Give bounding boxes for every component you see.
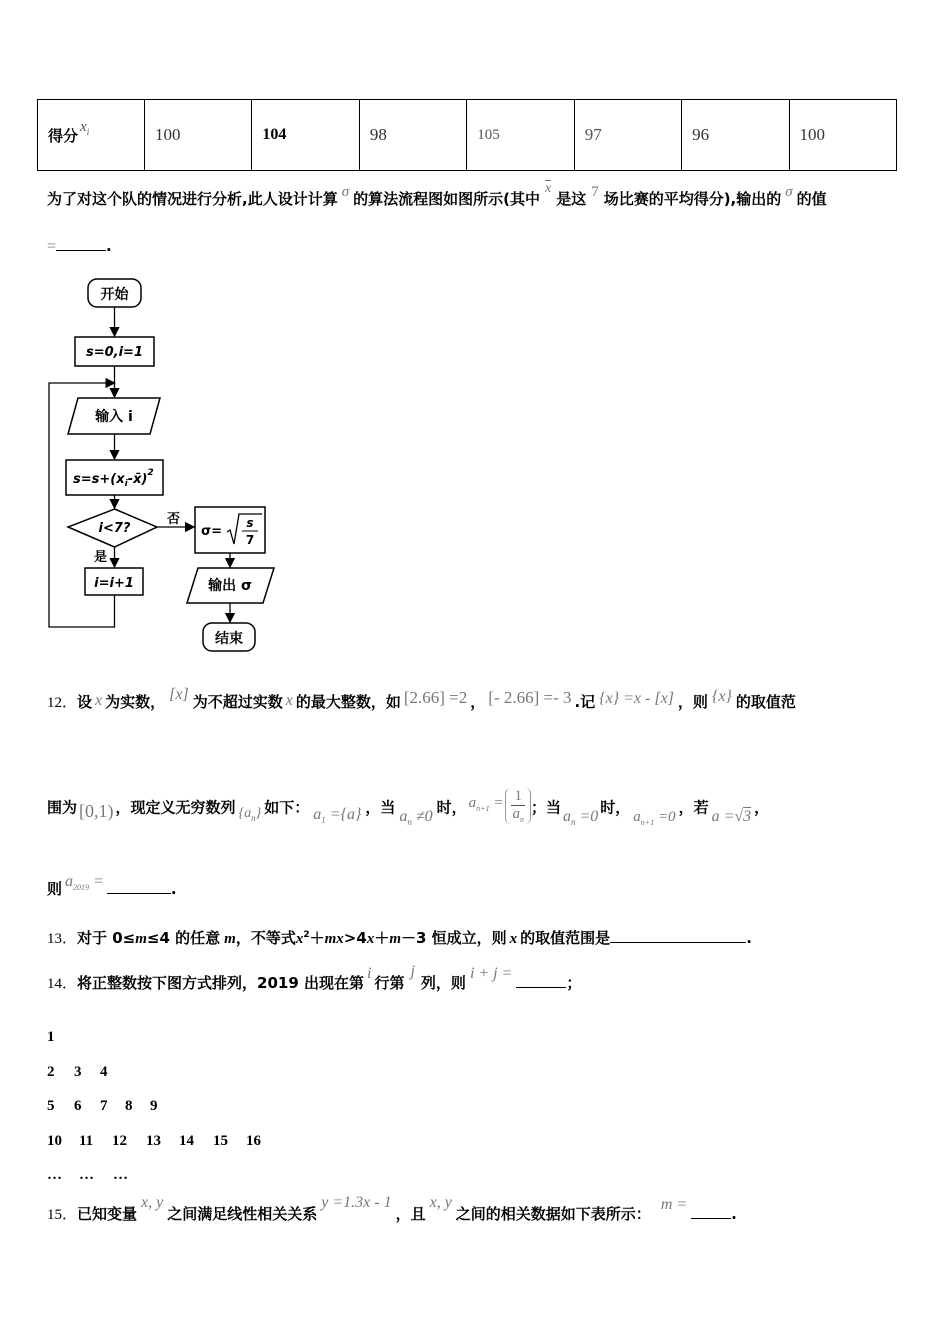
- question-number: 14．: [47, 976, 78, 992]
- number-triangle: [47, 1020, 261, 1193]
- q11-text-4: 场比赛的平均得分),输出的: [603, 190, 782, 208]
- q12-text: ，: [754, 798, 770, 817]
- increment-label: i=i+1: [94, 576, 134, 591]
- q12-text: ，现定义无穷数列: [115, 798, 236, 817]
- math-xy: x, y: [429, 1194, 452, 1211]
- math-m-eq: m =: [660, 1196, 688, 1213]
- math-range: [0,1): [79, 800, 114, 821]
- input-label: 输入 i: [95, 409, 133, 425]
- triangle-row: [47, 1124, 261, 1159]
- math-x: x: [509, 931, 518, 947]
- q12-line-3: [47, 873, 177, 900]
- q12-text: ，当: [365, 798, 396, 817]
- answer-blank: [610, 928, 746, 943]
- q11-answer-line: [47, 236, 112, 256]
- triangle-row: [47, 1158, 261, 1193]
- sum-label: $s=s+(x_i-x̄)^2$: [73, 468, 154, 489]
- math-frac-part: {x}: [711, 688, 732, 705]
- math-a1-rhs: ={a}: [325, 805, 362, 823]
- triangle-number: 13: [146, 1132, 161, 1149]
- q11-text-2: 的算法流程图如图所示(其中: [353, 190, 540, 208]
- score-header-label: 得分: [48, 126, 79, 145]
- q15-text: ，且: [395, 1205, 426, 1223]
- q12-text: 围为: [47, 798, 78, 817]
- math-sub: n: [519, 815, 524, 824]
- q12-line-1: [47, 686, 796, 712]
- q12-text: 时，: [436, 798, 467, 817]
- condition-label: i<7?: [98, 521, 131, 536]
- math-i: i: [367, 965, 372, 982]
- math-i-plus-j: i + j =: [469, 965, 513, 982]
- triangle-number: 16: [246, 1132, 261, 1149]
- q11-text: [47, 181, 827, 209]
- triangle-number: 5: [47, 1098, 55, 1114]
- score-header-sub: i: [86, 126, 90, 137]
- triangle-number: 8: [125, 1098, 133, 1114]
- math-m: m: [135, 931, 147, 947]
- no-label: 否: [167, 512, 181, 527]
- math-sub: n: [570, 816, 576, 827]
- triangle-ellipsis: …: [113, 1167, 128, 1183]
- yes-label: 是: [94, 550, 108, 565]
- output-label: 输出 σ: [208, 578, 252, 594]
- q15-text: 之间的相关数据如下表所示：: [455, 1205, 651, 1223]
- q12-text: 如下：: [264, 798, 310, 817]
- q12-text: 的最大整数，如: [295, 693, 401, 711]
- q14-text: 列，则: [420, 974, 466, 992]
- score-header-symbol: x: [80, 118, 87, 135]
- math-m: m: [224, 931, 236, 947]
- math-a: a: [399, 807, 408, 825]
- score-cell: 97: [574, 100, 681, 171]
- end-label: 结束: [215, 631, 243, 647]
- math-seq: {a: [238, 805, 252, 821]
- math-x: x: [95, 692, 103, 709]
- triangle-number: 15: [213, 1132, 228, 1149]
- score-cell: 96: [682, 100, 789, 171]
- math-example-1: [2.66] =2: [403, 688, 468, 707]
- math-seq-end: }: [255, 805, 262, 821]
- triangle-number: 9: [150, 1098, 158, 1114]
- math-eq: =: [489, 794, 504, 811]
- score-cell: 100: [145, 100, 252, 171]
- period: .: [746, 929, 752, 947]
- sigma-numerator: s: [246, 516, 254, 530]
- triangle-row: [47, 1089, 261, 1124]
- math-a: a: [65, 873, 74, 890]
- question-number: 13．: [47, 931, 78, 947]
- triangle-number: 6: [74, 1098, 82, 1114]
- q13-text: >4: [343, 929, 367, 947]
- math-sub: n+1: [640, 817, 655, 827]
- q11-text-3: 是这: [556, 190, 587, 208]
- answer-blank: [56, 236, 106, 251]
- q12-text: ，: [470, 693, 486, 711]
- score-cell: 104: [252, 100, 359, 171]
- triangle-ellipsis: …: [47, 1167, 62, 1183]
- sigma-symbol: σ: [785, 184, 793, 200]
- math-neq: ≠0: [411, 807, 433, 825]
- q13-text: ，不等式: [235, 929, 296, 947]
- triangle-number: 2: [47, 1063, 55, 1080]
- math-a: a: [633, 808, 641, 825]
- score-table: [37, 99, 897, 171]
- triangle-number: 14: [179, 1132, 194, 1149]
- score-cell: 98: [359, 100, 466, 171]
- triangle-number: 3: [74, 1063, 82, 1080]
- xbar-symbol: $\overline{x}$: [544, 181, 552, 196]
- q13-text: 的取值范围是: [520, 929, 611, 947]
- q14-text: 将正整数按下图方式排列，2019 出现在第: [77, 974, 364, 992]
- question-number: 15．: [47, 1207, 78, 1223]
- math-xy: x, y: [141, 1194, 164, 1211]
- answer-blank: [691, 1204, 731, 1219]
- q13-line: [47, 927, 752, 948]
- math-j: j: [410, 963, 415, 980]
- math-sqrt-3: 3: [743, 807, 752, 825]
- triangle-ellipsis: …: [79, 1167, 94, 1183]
- math-a: a: [468, 794, 477, 811]
- q12-line-2: 围为 [0,1) ，现定义无穷数列 $\{a_n\}$ 如下： $a_1 =\{a\}$ ，当 $a_n \ne 0$ 时， $a_{n+1}$ = $\frac{1}{a_n}$ ；当 $a_n =0$ 时， $a_{n+1} =0$ ，若 a =√3 ，: [47, 788, 770, 827]
- answer-blank: [107, 879, 171, 894]
- triangle-number: 10: [47, 1132, 62, 1149]
- question-number: 12．: [47, 695, 78, 711]
- sigma-symbol: σ: [341, 184, 350, 200]
- q11-text-1: 为了对这个队的情况进行分析,此人设计计算: [47, 190, 338, 208]
- q15-line: [47, 1194, 737, 1224]
- q12-text: 为实数，: [105, 693, 166, 711]
- q15-text: 之间满足线性相关关系: [167, 1205, 318, 1223]
- math-sup: 2: [303, 930, 310, 940]
- triangle-row: [47, 1055, 261, 1090]
- math-sub: n: [251, 812, 256, 823]
- triangle-number: 4: [100, 1063, 108, 1080]
- math-regression: y =1.3x - 1: [321, 1194, 392, 1211]
- answer-blank: [516, 973, 566, 988]
- semicolon: ；: [566, 974, 582, 992]
- q14-text: 行第: [374, 974, 405, 992]
- math-numerator: 1: [511, 788, 525, 806]
- q12-text: ，若: [678, 798, 709, 817]
- q12-text: 设: [77, 693, 93, 711]
- math-fraction: [505, 788, 531, 824]
- q12-text: .记: [574, 693, 596, 711]
- sigma-label: σ=: [201, 524, 223, 539]
- triangle-number: 1: [47, 1029, 55, 1045]
- math-x: x: [366, 931, 375, 947]
- q11-num-7: 7: [591, 184, 599, 200]
- score-cell: 105: [467, 100, 574, 171]
- period: .: [170, 880, 177, 898]
- math-sub: n: [407, 816, 412, 827]
- math-sub: n+1: [476, 803, 490, 813]
- math-a-eq: a =: [711, 807, 735, 825]
- q13-text: 对于 0≤: [77, 929, 136, 947]
- math-floor-x: [x]: [169, 686, 189, 703]
- q12-text: 则: [47, 880, 63, 898]
- table-row: [38, 100, 897, 171]
- math-example-2: [- 2.66] =- 3: [488, 688, 572, 707]
- score-header-cell: [38, 100, 145, 171]
- math-eq-zero: =0: [654, 808, 676, 825]
- math-denominator: a: [512, 806, 520, 822]
- math-x: x: [295, 931, 304, 947]
- triangle-number: 11: [79, 1132, 94, 1149]
- math-frac-part-def: {x} =x - [x]: [599, 690, 674, 707]
- start-label: 开始: [100, 287, 129, 303]
- score-cell: 100: [789, 100, 896, 171]
- q13-text: －3 恒成立，则: [401, 929, 507, 947]
- period: .: [731, 1205, 737, 1223]
- math-eq-zero: =0: [575, 807, 599, 825]
- triangle-row: [47, 1020, 261, 1055]
- math-sub: 1: [321, 814, 326, 825]
- q13-text: ＋: [309, 929, 325, 947]
- math-a: a: [313, 805, 322, 823]
- equals-sign: =: [47, 238, 57, 255]
- math-eq: =: [89, 873, 104, 890]
- math-mx: mx: [324, 931, 344, 947]
- math-x: x: [285, 692, 293, 709]
- q12-text: ，则: [677, 693, 708, 711]
- triangle-number: 7: [100, 1098, 108, 1114]
- q12-text: 为不超过实数: [192, 693, 283, 711]
- flowchart: [40, 270, 290, 660]
- math-sub: 2019: [73, 883, 90, 893]
- math-m: m: [389, 931, 401, 947]
- q13-text: ＋: [374, 929, 390, 947]
- q12-text: 的取值范: [735, 693, 796, 711]
- q11-text-5: 的值: [796, 190, 827, 208]
- q13-text: ≤4 的任意: [146, 929, 221, 947]
- init-label: s=0,i=1: [85, 345, 144, 360]
- triangle-number: 12: [112, 1132, 127, 1149]
- q12-text: ；当: [530, 798, 561, 817]
- q15-text: 已知变量: [77, 1205, 138, 1223]
- q14-line: [47, 963, 582, 993]
- sigma-denominator: 7: [245, 533, 255, 547]
- period: .: [106, 237, 112, 255]
- q12-text: 时，: [600, 798, 631, 817]
- math-a: a: [562, 807, 571, 825]
